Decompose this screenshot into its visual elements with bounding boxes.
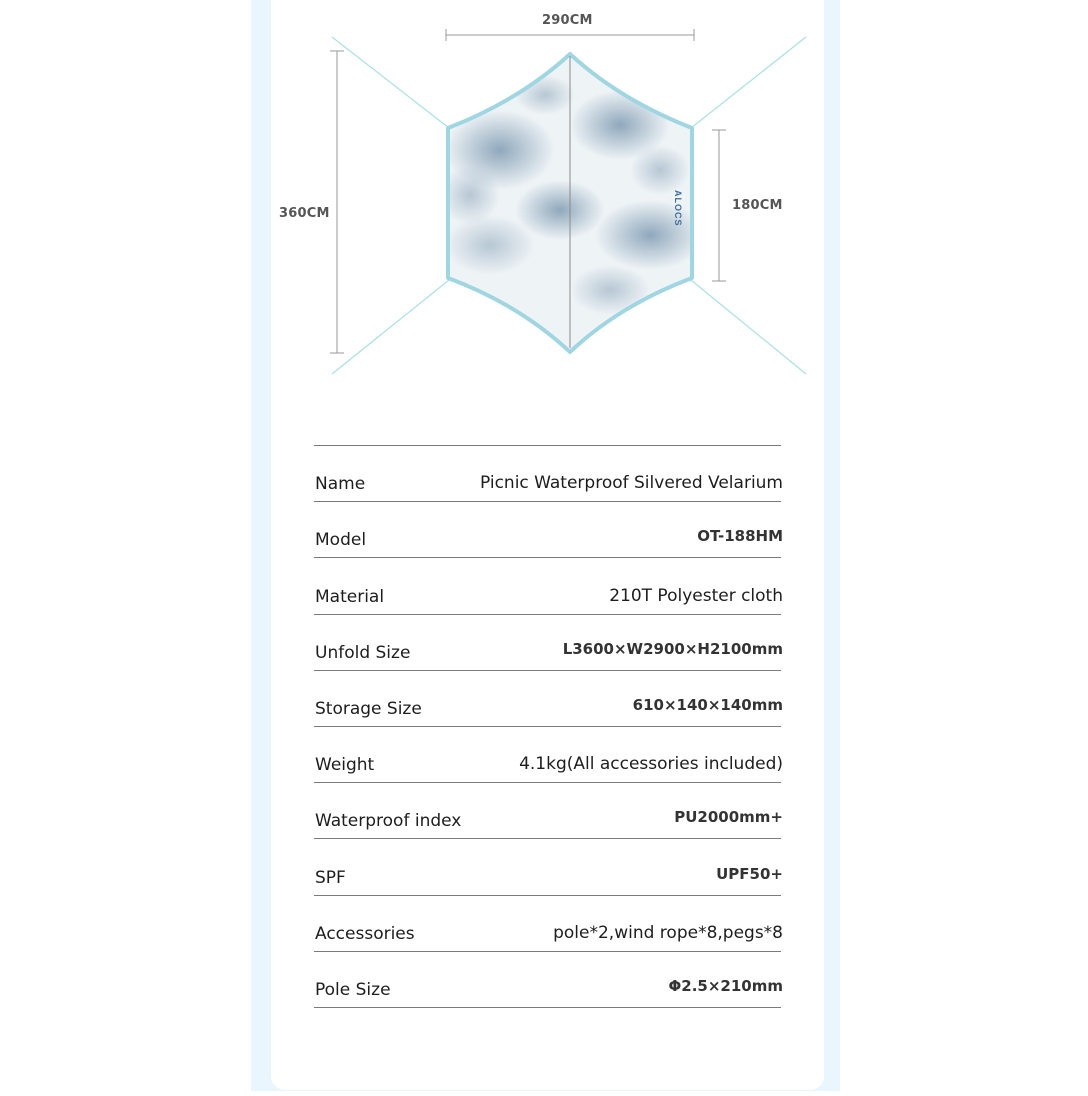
spec-row (314, 615, 781, 671)
brand-mark: ALOCS (673, 190, 683, 227)
spec-label: SPF (315, 867, 346, 888)
spec-row (314, 783, 781, 839)
spec-value: L3600×W2900×H2100mm (562, 639, 783, 658)
tarp-illustration (0, 0, 1088, 400)
spec-label: Model (315, 530, 367, 551)
spec-row (314, 952, 781, 1008)
spec-value: OT-188HM (697, 527, 783, 546)
spec-row (314, 558, 781, 614)
length-label: 360CM (279, 206, 330, 221)
spec-label: Unfold Size (315, 642, 411, 663)
spec-value: pole*2,wind rope*8,pegs*8 (553, 922, 783, 943)
spec-label: Storage Size (315, 698, 422, 719)
spec-label: Weight (315, 755, 375, 776)
spec-row (314, 671, 781, 727)
spec-row (314, 839, 781, 895)
spec-value: Φ2.5×210mm (668, 976, 783, 995)
spec-value: 210T Polyester cloth (609, 585, 783, 606)
side-dimension-line (712, 130, 726, 281)
spec-value: PU2000mm+ (674, 808, 783, 827)
spec-row (314, 446, 781, 502)
spec-value: UPF50+ (716, 864, 783, 883)
tarp-fabric (440, 50, 705, 360)
side-label: 180CM (732, 198, 783, 213)
spec-table (314, 445, 781, 1008)
spec-label: Material (315, 586, 385, 607)
spec-value: Picnic Waterproof Silvered Velarium (479, 473, 783, 494)
spec-row (314, 727, 781, 783)
width-dimension-line (446, 29, 694, 41)
spec-label: Pole Size (315, 979, 391, 1000)
tarp-diagram (0, 0, 1088, 400)
spec-label: Waterproof index (315, 811, 462, 832)
spec-value: 4.1kg(All accessories included) (519, 754, 783, 775)
spec-label: Name (315, 474, 366, 495)
spec-label: Accessories (315, 923, 415, 944)
width-label: 290CM (542, 13, 593, 28)
spec-row (314, 502, 781, 558)
spec-row (314, 896, 781, 952)
length-dimension-line (330, 51, 344, 353)
spec-value: 610×140×140mm (632, 695, 783, 714)
